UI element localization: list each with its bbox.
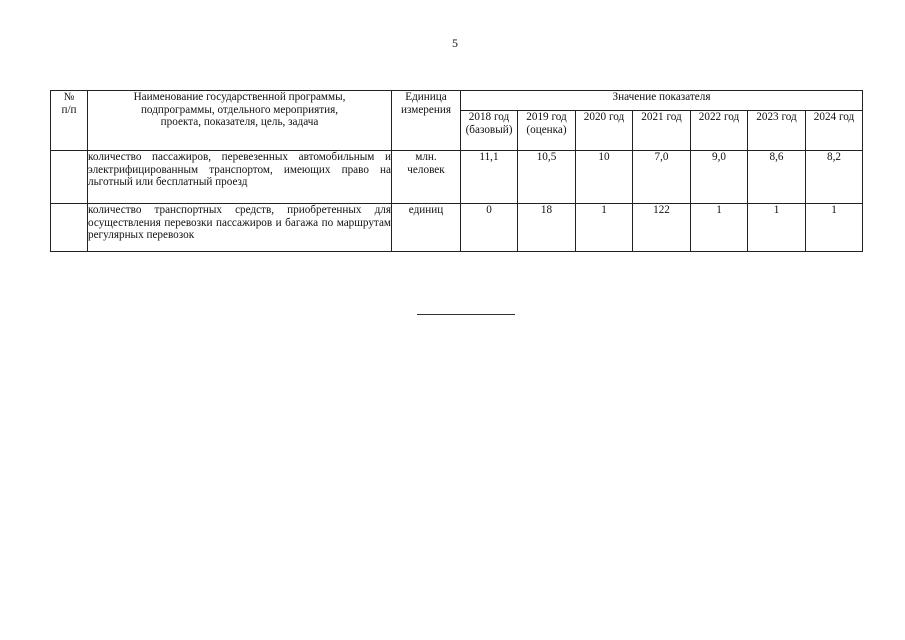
page-number: 5	[452, 36, 458, 50]
value-cell-2023: 8,6	[748, 151, 806, 204]
header-year-2022: 2022 год	[691, 111, 748, 151]
value-cell-2018: 0	[461, 204, 518, 252]
header-year-2021: 2021 год	[633, 111, 691, 151]
value-cell-2018: 11,1	[461, 151, 518, 204]
end-of-document-line	[417, 314, 515, 315]
row-num-cell	[51, 204, 88, 252]
table-row	[51, 204, 863, 252]
value-cell-2024: 8,2	[806, 151, 863, 204]
table-header-row	[51, 91, 863, 111]
header-num-label: № п/п	[61, 91, 77, 116]
header-year-2023: 2023 год	[748, 111, 806, 151]
value-cell-2023: 1	[748, 204, 806, 252]
value-cell-2024: 1	[806, 204, 863, 252]
unit-cell: млн. человек	[392, 151, 461, 204]
header-name	[88, 91, 392, 151]
indicator-name-cell: количество пассажиров, перевезенных автомобильным и электрифицированным транспортом, имеющих право на льготный или бесплатный проезд	[88, 151, 392, 204]
value-cell-2021: 7,0	[633, 151, 691, 204]
header-values-group-label: Значение показателя	[612, 91, 711, 103]
indicator-name-cell: количество транспортных средств, приобретенных для осуществления перевозки пассажиров и багажа по маршрутам регулярных перевозок	[88, 204, 392, 252]
header-name-label: Наименование государственной программы, подпрограммы, отдельного мероприятия, проекта, показателя, цель, задача	[133, 91, 346, 128]
header-values-group	[461, 91, 863, 111]
header-year-2020: 2020 год	[576, 111, 633, 151]
header-year-2019: 2019 год (оценка)	[518, 111, 576, 151]
value-cell-2019: 18	[518, 204, 576, 252]
header-num	[51, 91, 88, 151]
row-num-cell	[51, 151, 88, 204]
header-year-2018: 2018 год (базовый)	[461, 111, 518, 151]
value-cell-2020: 1	[576, 204, 633, 252]
header-year-2024: 2024 год	[806, 111, 863, 151]
value-cell-2019: 10,5	[518, 151, 576, 204]
value-cell-2021: 122	[633, 204, 691, 252]
header-unit	[392, 91, 461, 151]
value-cell-2022: 9,0	[691, 151, 748, 204]
unit-cell: единиц	[392, 204, 461, 252]
indicators-table	[50, 90, 863, 252]
value-cell-2020: 10	[576, 151, 633, 204]
header-unit-label: Единица измерения	[401, 91, 451, 116]
table-row	[51, 151, 863, 204]
value-cell-2022: 1	[691, 204, 748, 252]
